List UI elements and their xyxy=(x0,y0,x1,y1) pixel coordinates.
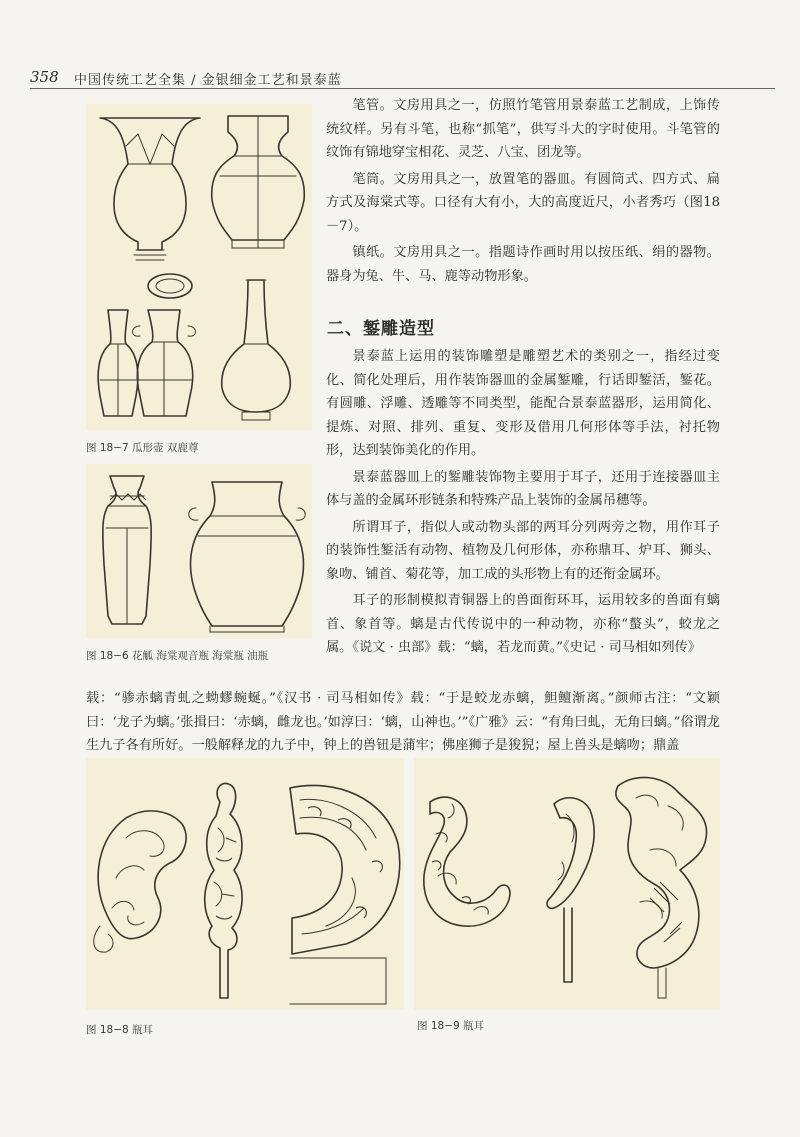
paragraph-bitong: 笔筒。文房用具之一，放置笔的器皿。有圆筒式、四方式、扁方式及海棠式等。口径有大有小，大的高度近尺，小者秀巧（图18－7）。 xyxy=(326,171,720,234)
right-text-column xyxy=(326,94,720,288)
book-title: 中国传统工艺全集 / 金银细金工艺和景泰蓝 xyxy=(74,73,342,88)
figure-18-6 xyxy=(86,464,312,638)
caption-18-8: 图 18−8 瓶耳 xyxy=(86,1024,154,1036)
paragraph-bigun: 笔管。文房用具之一，仿照竹笔管用景泰蓝工艺制成，上饰传统纹样。另有斗笔，也称“抓笔”，供写斗大的字时使用。斗笔管的纹饰有锦地穿宝相花、灵芝、八宝、团龙等。 xyxy=(326,98,720,160)
paragraph-xingzhi: 耳子的形制模拟青铜器上的兽面衔环耳，运用较多的兽面有螭首、象首等。螭是古代传说中的一种动物，亦称“螯头”，蛟龙之属。《说文 · 虫部》载：“螭，若龙而黄。”《史记 · 司马相如列传》 xyxy=(326,593,720,655)
figure-18-9 xyxy=(414,758,720,1010)
paragraph-zhuangshi: 景泰蓝器皿上的錾雕装饰物主要用于耳子，还用于连接器皿主体与盖的金属环形链条和特殊产品上装饰的金属吊穗等。 xyxy=(326,469,720,508)
vase-ear-drawings-18-8 xyxy=(86,758,404,1010)
figure-18-8 xyxy=(86,758,404,1010)
paragraph-zhenzhi: 镇纸。文房用具之一。指题诗作画时用以按压纸、绢的器物。器身为兔、牛、马、鹿等动物形象。 xyxy=(326,245,720,284)
vase-ear-drawings-18-9 xyxy=(414,758,720,1010)
full-width-text xyxy=(86,687,720,758)
caption-18-7: 图 18−7 瓜形壶 双鹿尊 xyxy=(86,442,199,454)
caption-18-9: 图 18−9 瓶耳 xyxy=(417,1020,485,1032)
right-text-column-2 xyxy=(326,345,720,660)
paragraph-erzi: 所谓耳子，指似人或动物头部的两耳分列两旁之物，用作耳子的装饰性錾活有动物、植物及几何形体，亦称鼎耳、炉耳、狮头、象吻、铺首、菊花等，加工成的头形物上有的还衔金属环。 xyxy=(326,519,720,582)
figure-18-7 xyxy=(86,104,312,430)
caption-18-6: 图 18−6 花觚 海棠观音瓶 海棠瓶 油瓶 xyxy=(86,650,269,662)
page-number: 358 xyxy=(30,68,59,86)
vase-drawings-18-6 xyxy=(86,464,312,638)
running-header xyxy=(30,66,775,90)
header-rule xyxy=(30,88,775,89)
section-heading: 二、錾雕造型 xyxy=(327,319,435,339)
paragraph-zandiao: 景泰蓝上运用的装饰雕塑是雕塑艺术的类别之一，指经过变化、简化处理后，用作装饰器皿的金属錾雕，行话即錾活，錾花。有圆雕、浮雕、透雕等不同类型，能配合景泰蓝器形，运用简化、提炼、对照、排列、重复、变形及借用几何形体等手法，衬托物形，达到装饰美化的作用。 xyxy=(326,349,720,458)
paragraph-continuation: 载：“骖赤螭青虬之蚴蟉蜿蜒。”《汉书 · 司马相如传》载：“于是蛟龙赤螭，䱇鳣渐离。”颜师古注：“文颖曰：‘龙子为螭。’张揖曰：‘赤螭，雌龙也。’如淳曰：‘螭，山神也。’”《广雅》云：“有角曰虬，无角曰螭。”俗谓龙生九子各有所好。一般解释龙的九子中，钟上的兽钮是蒲牢；佛座狮子是狻猊；屋上兽头是螭吻；鼎盖 xyxy=(86,691,720,753)
vase-drawings-18-7 xyxy=(86,104,312,430)
